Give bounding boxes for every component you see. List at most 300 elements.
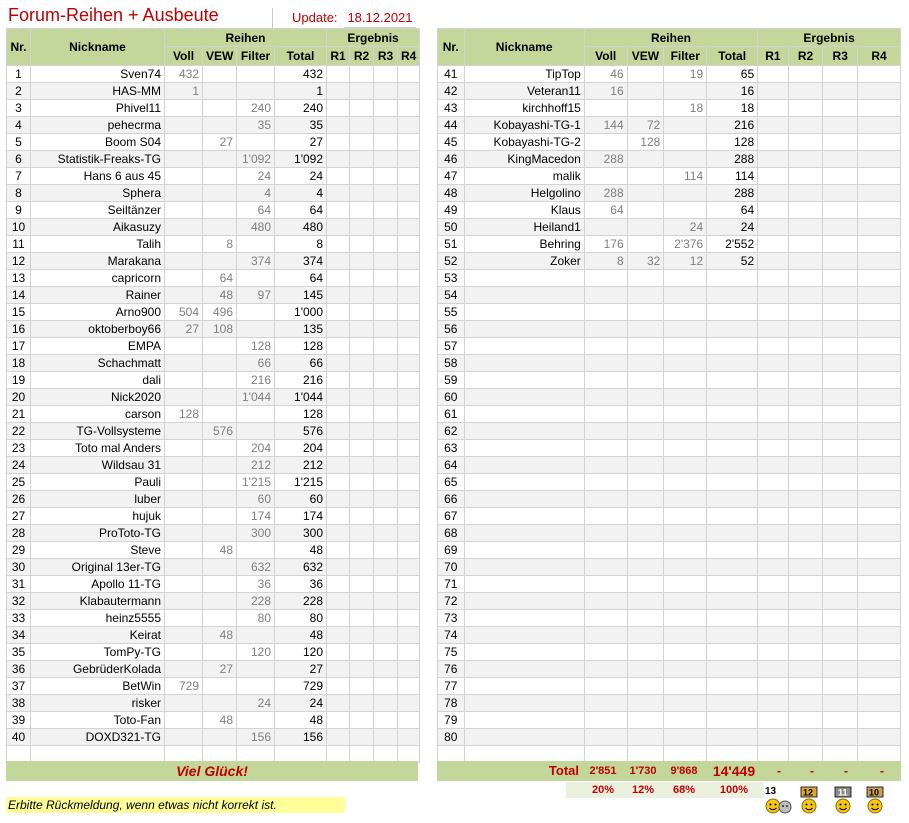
cell-total <box>707 270 758 287</box>
cell-r3 <box>823 66 858 83</box>
cell-r3 <box>823 593 858 610</box>
cell-nickname: hujuk <box>31 508 165 525</box>
cell-vew: 32 <box>627 253 664 270</box>
cell-total: 64 <box>707 202 758 219</box>
cell-voll <box>584 406 627 423</box>
total-label: Total <box>548 763 579 778</box>
cell-total <box>707 729 758 746</box>
cell-r4 <box>858 593 901 610</box>
table-row <box>7 304 420 321</box>
smiley-10er-label: 10 <box>869 787 880 798</box>
cell-r2 <box>788 610 823 627</box>
cell-vew: 496 <box>203 304 237 321</box>
cell-filter <box>664 542 707 559</box>
table-row <box>7 559 420 576</box>
cell-r4 <box>398 593 420 610</box>
table-row <box>7 661 420 678</box>
cell-r3 <box>374 525 398 542</box>
cell-r2 <box>350 287 374 304</box>
total-r1: - <box>777 764 781 778</box>
cell-total <box>707 321 758 338</box>
table-row <box>438 440 901 457</box>
cell-vew <box>627 440 664 457</box>
cell-r4 <box>858 117 901 134</box>
cell-r3 <box>823 678 858 695</box>
cell-nr: 28 <box>7 525 31 542</box>
cell-nickname: Pauli <box>31 474 165 491</box>
cell-r2 <box>350 389 374 406</box>
cell-r1 <box>327 117 350 134</box>
table-row <box>438 321 901 338</box>
smiley-13er-icon <box>764 785 792 815</box>
cell-r2 <box>788 134 823 151</box>
header-reihen: Reihen <box>584 29 757 47</box>
header-ergebnis: Ergebnis <box>758 29 901 47</box>
cell-nickname: luber <box>31 491 165 508</box>
cell-r4 <box>858 695 901 712</box>
cell-r3 <box>823 525 858 542</box>
cell-nickname: pehecrma <box>31 117 165 134</box>
cell-r1 <box>758 627 789 644</box>
cell-r2 <box>788 185 823 202</box>
cell-vew <box>627 83 664 100</box>
cell-vew <box>627 525 664 542</box>
cell-total: 288 <box>707 185 758 202</box>
table-row <box>438 661 901 678</box>
cell-voll <box>584 100 627 117</box>
cell-r3 <box>374 729 398 746</box>
cell-total <box>707 525 758 542</box>
cell-r1 <box>327 304 350 321</box>
cell-total: 8 <box>275 236 327 253</box>
cell-r3 <box>374 83 398 100</box>
cell-r1 <box>327 372 350 389</box>
table-row <box>7 729 420 746</box>
cell-nickname: dali <box>31 372 165 389</box>
cell-filter <box>237 321 275 338</box>
cell-r1 <box>327 202 350 219</box>
cell-r2 <box>788 83 823 100</box>
cell-voll <box>165 168 203 185</box>
cell-voll <box>584 661 627 678</box>
cell-total: 156 <box>275 729 327 746</box>
cell-r1 <box>327 712 350 729</box>
cell-nickname: kirchhoff15 <box>464 100 584 117</box>
cell-r4 <box>398 117 420 134</box>
cell-r1 <box>758 729 789 746</box>
spacer-cell <box>584 746 627 763</box>
cell-vew <box>627 355 664 372</box>
cell-nickname: carson <box>31 406 165 423</box>
cell-vew: 48 <box>203 627 237 644</box>
cell-vew <box>203 406 237 423</box>
cell-vew <box>203 185 237 202</box>
cell-r3 <box>823 610 858 627</box>
cell-total: 576 <box>275 423 327 440</box>
cell-filter: 36 <box>237 576 275 593</box>
cell-r1 <box>327 83 350 100</box>
cell-vew <box>203 219 237 236</box>
cell-r2 <box>788 457 823 474</box>
cell-filter: 374 <box>237 253 275 270</box>
cell-vew <box>203 117 237 134</box>
cell-r3 <box>374 287 398 304</box>
cell-total: 27 <box>275 661 327 678</box>
cell-total <box>707 508 758 525</box>
cell-vew <box>203 610 237 627</box>
cell-filter <box>664 491 707 508</box>
cell-nr: 78 <box>438 695 465 712</box>
header-vew: VEW <box>627 47 664 66</box>
cell-vew: 27 <box>203 661 237 678</box>
cell-r4 <box>398 661 420 678</box>
cell-nickname: Arno900 <box>31 304 165 321</box>
cell-nr: 68 <box>438 525 465 542</box>
cell-r1 <box>327 729 350 746</box>
table-row <box>438 712 901 729</box>
cell-r4 <box>398 678 420 695</box>
cell-filter: 204 <box>237 440 275 457</box>
cell-filter <box>664 287 707 304</box>
cell-voll <box>584 474 627 491</box>
cell-total: 52 <box>707 253 758 270</box>
cell-filter: 1'092 <box>237 151 275 168</box>
cell-r1 <box>758 491 789 508</box>
cell-filter <box>664 627 707 644</box>
cell-r2 <box>788 117 823 134</box>
cell-vew <box>627 542 664 559</box>
cell-r2 <box>350 236 374 253</box>
cell-filter <box>237 270 275 287</box>
cell-r4 <box>398 729 420 746</box>
cell-voll <box>165 389 203 406</box>
cell-voll: 504 <box>165 304 203 321</box>
cell-voll <box>165 661 203 678</box>
cell-r4 <box>398 304 420 321</box>
cell-r1 <box>327 576 350 593</box>
cell-total: 174 <box>275 508 327 525</box>
cell-r4 <box>858 389 901 406</box>
cell-r1 <box>758 508 789 525</box>
cell-total <box>707 491 758 508</box>
cell-nr: 18 <box>7 355 31 372</box>
cell-r4 <box>858 406 901 423</box>
cell-nickname: Wildsau 31 <box>31 457 165 474</box>
cell-r1 <box>327 491 350 508</box>
cell-vew <box>627 457 664 474</box>
cell-vew <box>627 270 664 287</box>
cell-filter <box>237 134 275 151</box>
cell-vew <box>203 100 237 117</box>
table-row <box>438 559 901 576</box>
cell-total: 1'000 <box>275 304 327 321</box>
header-r2: R2 <box>788 47 823 66</box>
cell-nickname <box>464 355 584 372</box>
cell-nr: 58 <box>438 355 465 372</box>
cell-nr: 11 <box>7 236 31 253</box>
cell-r4 <box>858 236 901 253</box>
cell-r4 <box>398 83 420 100</box>
cell-r3 <box>374 508 398 525</box>
cell-voll <box>584 457 627 474</box>
cell-voll <box>584 372 627 389</box>
table-row <box>7 627 420 644</box>
cell-r3 <box>823 695 858 712</box>
cell-r4 <box>858 525 901 542</box>
cell-filter: 632 <box>237 559 275 576</box>
cell-total: 1'215 <box>275 474 327 491</box>
cell-r3 <box>823 202 858 219</box>
cell-voll: 8 <box>584 253 627 270</box>
table-row <box>438 576 901 593</box>
cell-nr: 14 <box>7 287 31 304</box>
cell-r4 <box>858 729 901 746</box>
cell-r2 <box>788 236 823 253</box>
cell-r2 <box>350 168 374 185</box>
page-title: Forum-Reihen + Ausbeute <box>8 5 219 25</box>
cell-r4 <box>398 236 420 253</box>
cell-r1 <box>327 219 350 236</box>
cell-nr: 9 <box>7 202 31 219</box>
table-row <box>438 627 901 644</box>
cell-vew <box>627 202 664 219</box>
cell-filter <box>237 423 275 440</box>
cell-filter <box>237 542 275 559</box>
cell-r3 <box>374 219 398 236</box>
cell-vew: 48 <box>203 712 237 729</box>
cell-nickname: Kobayashi-TG-1 <box>464 117 584 134</box>
cell-r4 <box>858 202 901 219</box>
header-nr: Nr. <box>438 29 465 66</box>
cell-nickname <box>464 389 584 406</box>
header-r2: R2 <box>350 47 374 66</box>
cell-nr: 65 <box>438 474 465 491</box>
cell-total: 36 <box>275 576 327 593</box>
cell-r3 <box>823 474 858 491</box>
cell-r3 <box>374 236 398 253</box>
cell-voll <box>584 423 627 440</box>
cell-r4 <box>398 287 420 304</box>
cell-r3 <box>823 491 858 508</box>
table-row <box>7 525 420 542</box>
cell-filter <box>664 355 707 372</box>
cell-vew <box>203 508 237 525</box>
cell-vew: 27 <box>203 134 237 151</box>
cell-voll <box>165 627 203 644</box>
total-total: 14'449 <box>712 763 756 779</box>
cell-filter <box>664 406 707 423</box>
table-row <box>7 695 420 712</box>
cell-r3 <box>374 457 398 474</box>
cell-filter <box>664 729 707 746</box>
cell-vew <box>627 287 664 304</box>
cell-nickname <box>464 474 584 491</box>
cell-vew <box>627 66 664 83</box>
table-row <box>7 610 420 627</box>
cell-r1 <box>327 168 350 185</box>
cell-nr: 7 <box>7 168 31 185</box>
cell-nr: 36 <box>7 661 31 678</box>
cell-nickname: Original 13er-TG <box>31 559 165 576</box>
cell-r2 <box>350 372 374 389</box>
cell-r1 <box>327 134 350 151</box>
cell-filter: 174 <box>237 508 275 525</box>
cell-nickname: HAS-MM <box>31 83 165 100</box>
cell-nickname: Klabautermann <box>31 593 165 610</box>
cell-nr: 52 <box>438 253 465 270</box>
cell-voll <box>584 440 627 457</box>
total-r4: - <box>880 764 884 778</box>
cell-total: 1 <box>275 83 327 100</box>
cell-r1 <box>758 678 789 695</box>
cell-voll <box>165 474 203 491</box>
cell-total: 2'552 <box>707 236 758 253</box>
spacer-cell <box>464 746 584 763</box>
table-row <box>438 253 901 270</box>
cell-filter: 64 <box>237 202 275 219</box>
cell-filter <box>664 440 707 457</box>
cell-nr: 51 <box>438 236 465 253</box>
cell-total: 128 <box>707 134 758 151</box>
table-row <box>7 236 420 253</box>
cell-r4 <box>858 100 901 117</box>
cell-r2 <box>350 542 374 559</box>
cell-r1 <box>327 185 350 202</box>
cell-voll <box>165 219 203 236</box>
pct-filter: 68% <box>672 784 696 796</box>
cell-r4 <box>858 474 901 491</box>
cell-voll <box>165 338 203 355</box>
table-row <box>7 287 420 304</box>
cell-r4 <box>858 338 901 355</box>
smiley-10er-icon <box>862 785 890 815</box>
cell-total: 24 <box>275 695 327 712</box>
cell-voll <box>165 151 203 168</box>
cell-total <box>707 610 758 627</box>
cell-r3 <box>374 304 398 321</box>
cell-filter <box>664 304 707 321</box>
cell-nickname <box>464 525 584 542</box>
smiley-11er-label: 11 <box>838 787 848 798</box>
cell-r2 <box>350 338 374 355</box>
cell-r1 <box>758 321 789 338</box>
cell-nr: 13 <box>7 270 31 287</box>
cell-nr: 80 <box>438 729 465 746</box>
cell-filter: 300 <box>237 525 275 542</box>
cell-nr: 61 <box>438 406 465 423</box>
cell-total: 48 <box>275 542 327 559</box>
cell-nickname: Rainer <box>31 287 165 304</box>
cell-r2 <box>350 559 374 576</box>
table-row <box>7 253 420 270</box>
cell-r2 <box>788 678 823 695</box>
cell-r4 <box>398 355 420 372</box>
cell-r2 <box>350 219 374 236</box>
cell-r4 <box>398 270 420 287</box>
cell-filter <box>237 304 275 321</box>
cell-voll <box>165 508 203 525</box>
cell-nr: 39 <box>7 712 31 729</box>
spacer-cell <box>664 746 707 763</box>
cell-nickname: DOXD321-TG <box>31 729 165 746</box>
cell-nr: 45 <box>438 134 465 151</box>
cell-r3 <box>823 100 858 117</box>
cell-r1 <box>758 66 789 83</box>
cell-voll <box>584 338 627 355</box>
cell-r2 <box>788 372 823 389</box>
cell-filter <box>237 66 275 83</box>
cell-nr: 22 <box>7 423 31 440</box>
cell-r1 <box>758 355 789 372</box>
cell-r1 <box>327 644 350 661</box>
cell-filter <box>664 678 707 695</box>
cell-r2 <box>788 202 823 219</box>
cell-r3 <box>374 253 398 270</box>
table-row <box>7 372 420 389</box>
pct-total: 100% <box>719 784 749 796</box>
cell-r2 <box>350 508 374 525</box>
cell-voll: 432 <box>165 66 203 83</box>
cell-r3 <box>823 559 858 576</box>
table-row <box>438 287 901 304</box>
cell-r2 <box>788 168 823 185</box>
cell-r1 <box>758 304 789 321</box>
cell-total <box>707 627 758 644</box>
cell-total: 27 <box>275 134 327 151</box>
cell-nr: 76 <box>438 661 465 678</box>
cell-r3 <box>823 168 858 185</box>
cell-vew <box>627 576 664 593</box>
cell-r3 <box>374 151 398 168</box>
cell-voll: 288 <box>584 151 627 168</box>
cell-r4 <box>858 134 901 151</box>
table-row <box>438 389 901 406</box>
cell-nickname <box>464 423 584 440</box>
cell-total: 216 <box>275 372 327 389</box>
cell-voll: 128 <box>165 406 203 423</box>
table-row <box>438 304 901 321</box>
cell-r2 <box>350 117 374 134</box>
cell-r1 <box>758 406 789 423</box>
cell-r1 <box>758 100 789 117</box>
header-filter: Filter <box>664 47 707 66</box>
cell-nr: 12 <box>7 253 31 270</box>
cell-voll <box>584 559 627 576</box>
cell-r3 <box>823 508 858 525</box>
cell-nickname <box>464 644 584 661</box>
cell-r4 <box>398 423 420 440</box>
cell-total: 240 <box>275 100 327 117</box>
cell-voll <box>165 644 203 661</box>
cell-r2 <box>350 576 374 593</box>
cell-filter: 212 <box>237 457 275 474</box>
cell-r2 <box>788 627 823 644</box>
cell-r3 <box>374 559 398 576</box>
table-row <box>7 134 420 151</box>
cell-r2 <box>788 389 823 406</box>
cell-r2 <box>350 355 374 372</box>
cell-r2 <box>788 270 823 287</box>
cell-nickname: Schachmatt <box>31 355 165 372</box>
cell-filter: 114 <box>664 168 707 185</box>
cell-nickname: Behring <box>464 236 584 253</box>
spacer-cell <box>275 746 327 763</box>
cell-r4 <box>858 151 901 168</box>
cell-r4 <box>398 338 420 355</box>
cell-r3 <box>823 542 858 559</box>
cell-nr: 37 <box>7 678 31 695</box>
cell-nr: 8 <box>7 185 31 202</box>
